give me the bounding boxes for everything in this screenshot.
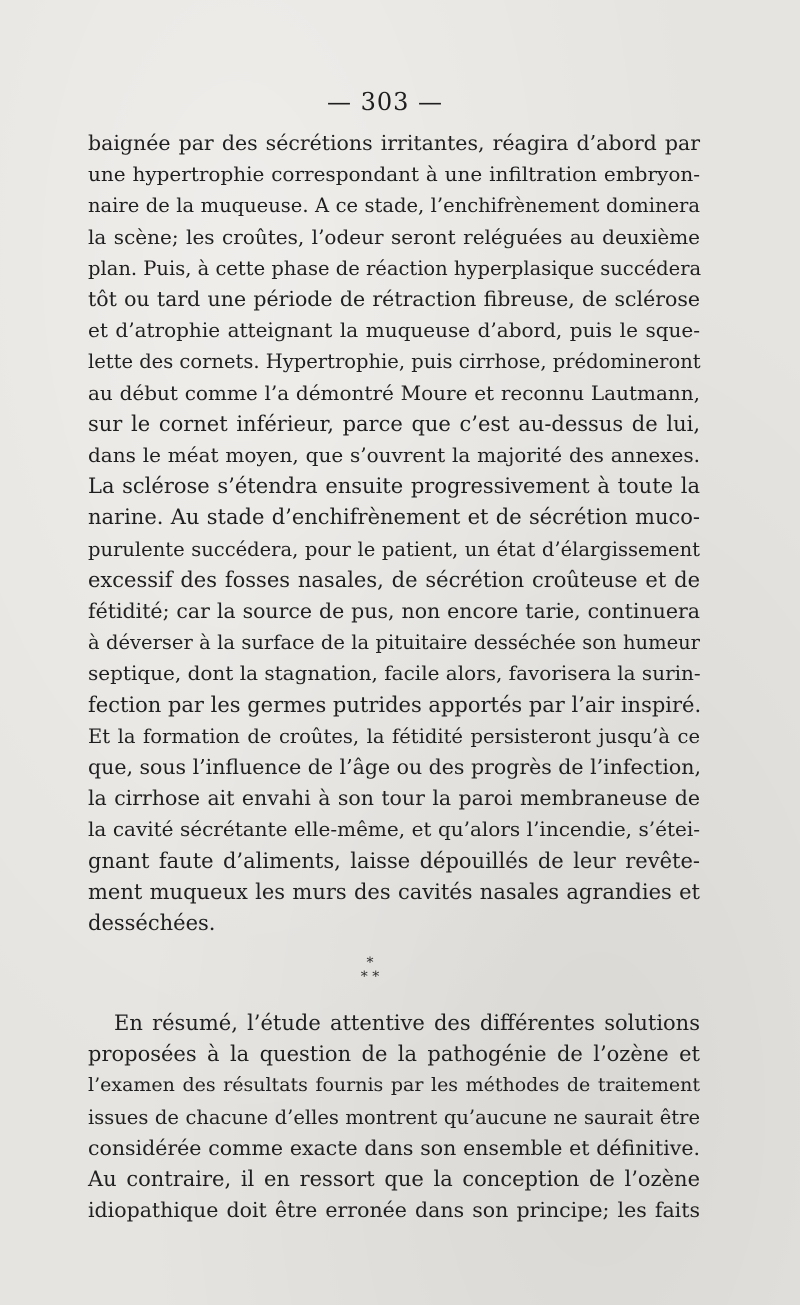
text-line: purulente succédera, pour le patient, un état d’élargissement [88,537,700,561]
text-line: lette des cornets. Hypertrophie, puis cirrhose, prédomineront [88,350,701,374]
text-line: La sclérose s’étendra ensuite progressivement à toute la [88,474,700,499]
text-line: desséchées. [88,911,216,936]
text-line: la scène; les croûtes, l’odeur seront reléguées au deuxième [88,224,700,249]
text-line: En résumé, l’étude attentive des différentes solutions [114,1011,700,1035]
text-line: gnant faute d’aliments, laisse dépouillés de leur revête- [88,848,700,873]
section-separator [350,956,390,984]
text-line: fection par les germes putrides apportés par l’air inspiré. [88,692,702,717]
text-line: fétidité; car la source de pus, non encore tarie, continuera [88,599,700,624]
paragraph-1 [88,128,700,939]
text-line: septique, dont la stagnation, facile alors, favorisera la surin- [88,661,701,686]
text-line: l’examen des résultats fournis par les méthodes de traitement [88,1074,700,1097]
text-line: dans le méat moyen, que s’ouvrent la majorité des annexes. [88,443,700,468]
text-line: tôt ou tard une période de rétraction fibreuse, de sclérose [88,287,700,312]
text-line: la cavité sécrétante elle-même, et qu’alors l’incendie, s’étei- [88,817,700,842]
text-line: excessif des fosses nasales, de sécrétion croûteuse et de [88,567,700,592]
text-line: Et la formation de croûtes, la fétidité persisteront jusqu’à ce [88,724,700,748]
text-line: naire de la muqueuse. A ce stade, l’enchifrènement dominera [88,194,700,218]
text-line: considérée comme exacte dans son ensemble et définitive. [88,1135,700,1160]
text-line: issues de chacune d’elles montrent qu’aucune ne saurait être [88,1105,700,1129]
text-line: narine. Au stade d’enchifrènement et de sécrétion muco- [88,505,700,530]
text-line: baignée par des sécrétions irritantes, réagira d’abord par [88,131,700,155]
text-line: que, sous l’influence de l’âge ou des progrès de l’infection, [88,755,701,780]
paragraph-2 [88,1008,700,1226]
text-line: la cirrhose ait envahi à son tour la paroi membraneuse de [88,786,700,811]
text-line: Au contraire, il en ressort que la conception de l’ozène [88,1167,700,1192]
text-line: plan. Puis, à cette phase de réaction hyperplasique succédera [88,256,702,280]
text-line: idiopathique doit être erronée dans son principe; les faits [88,1198,700,1223]
text-line: sur le cornet inférieur, parce que c’est au-dessus de lui, [88,411,700,436]
text-line: au début comme l’a démontré Moure et reconnu Lautmann, [88,380,700,405]
text-line: ment muqueux les murs des cavités nasales agrandies et [88,879,700,904]
asterisk-bottom: * * [360,969,380,985]
page-number: — 303 — [326,88,444,116]
text-line: à déverser à la surface de la pituitaire desséchée son humeur [88,631,700,655]
text-line: une hypertrophie correspondant à une infiltration embryon- [88,162,700,187]
asterisk-top: * [366,955,374,971]
text-line: et d’atrophie atteignant la muqueuse d’abord, puis le sque- [88,318,700,343]
text-line: proposées à la question de la pathogénie de l’ozène et [88,1042,700,1067]
